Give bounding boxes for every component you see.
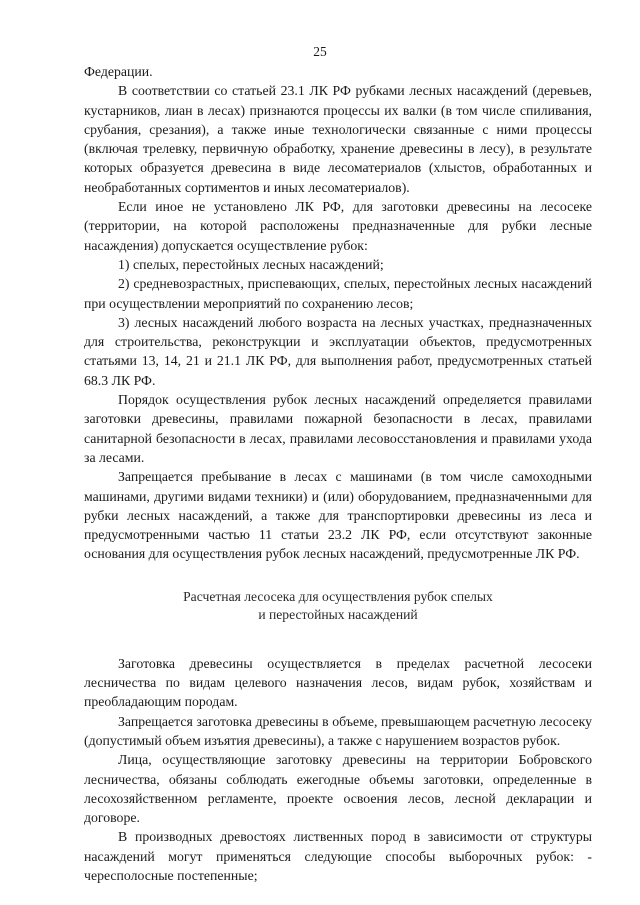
section-heading-line-1: Расчетная лесосека для осуществления рубок спелых bbox=[183, 588, 493, 604]
paragraph: 1) спелых, перестойных лесных насаждений; bbox=[118, 256, 384, 272]
page-number: 25 bbox=[313, 44, 327, 59]
paragraph: Если иное не установлено ЛК РФ, для заготовки древесины на лесосеке (территории, на которой расположены предназначенные для рубки лесные насаждения) допускается осуществление рубок: bbox=[84, 199, 592, 253]
paragraph: Запрещается пребывание в лесах с машинами (в том числе самоходными машинами, другими видами техники) и (или) оборудованием, предназначенными для рубки лесных насаждений, а также для транспортировки древесины из леса и предусмотренными частью 11 статьи 23.2 ЛК РФ, если отсутствуют законные основания для осуществления рубок лесных насаждений, предусмотренные ЛК РФ. bbox=[84, 469, 592, 562]
paragraphs-after-heading bbox=[84, 654, 592, 886]
section-heading-line-2: и перестойных насаждений bbox=[258, 606, 418, 622]
paragraph: В производных древостоях лиственных пород в зависимости от структуры насаждений могут применяться следующие способы выборочных рубок: - чересполосные постепенные; bbox=[84, 829, 592, 883]
paragraph: Федерации. bbox=[84, 64, 153, 79]
paragraphs-before-heading bbox=[84, 62, 592, 564]
paragraph: Порядок осуществления рубок лесных насаждений определяется правилами заготовки древесины, правилами пожарной безопасности в лесах, правилами санитарной безопасности в лесах, правилами лесовосстановления и правилами ухода за лесами. bbox=[84, 392, 592, 465]
paragraph: 3) лесных насаждений любого возраста на лесных участках, предназначенных для строительства, реконструкции и эксплуатации объектов, предусмотренных статьями 13, 14, 21 и 21.1 ЛК РФ, для выполнения работ, предусмотренных статьей 68.3 ЛК РФ. bbox=[84, 314, 592, 388]
paragraph: Запрещается заготовка древесины в объеме, превышающем расчетную лесосеку (допустимый объем изъятия древесины), а также с нарушением возрастов рубок. bbox=[84, 713, 592, 748]
paragraph: Лица, осуществляющие заготовку древесины на территории Бобровского лесничества, обязаны соблюдать ежегодные объемы заготовки, определенные в лесохозяйственном регламенте, проекте освоения лесов, лесной декларации и договоре. bbox=[84, 752, 592, 826]
document-body bbox=[84, 62, 592, 885]
paragraph: В соответствии со статьей 23.1 ЛК РФ рубками лесных насаждений (деревьев, кустарников, лиан в лесах) признаются процессы их валки (в том числе спиливания, срубания, срезания), а также иные технологически связанные с ними процессы (включая трелевку, первичную обработку, хранение древесины в лесу), в результате которых образуется древесина в виде лесоматериалов (хлыстов, обработанных и необработанных сортиментов и иных лесоматериалов). bbox=[84, 83, 592, 195]
paragraph: 2) средневозрастных, приспевающих, спелых, перестойных лесных насаждений при осуществлении мероприятий по сохранению лесов; bbox=[84, 276, 592, 311]
section-heading bbox=[84, 588, 592, 624]
paragraph: Заготовка древесины осуществляется в пределах расчетной лесосеки лесничества по видам целевого назначения лесов, видам рубок, хозяйствам и преобладающим породам. bbox=[84, 655, 592, 710]
